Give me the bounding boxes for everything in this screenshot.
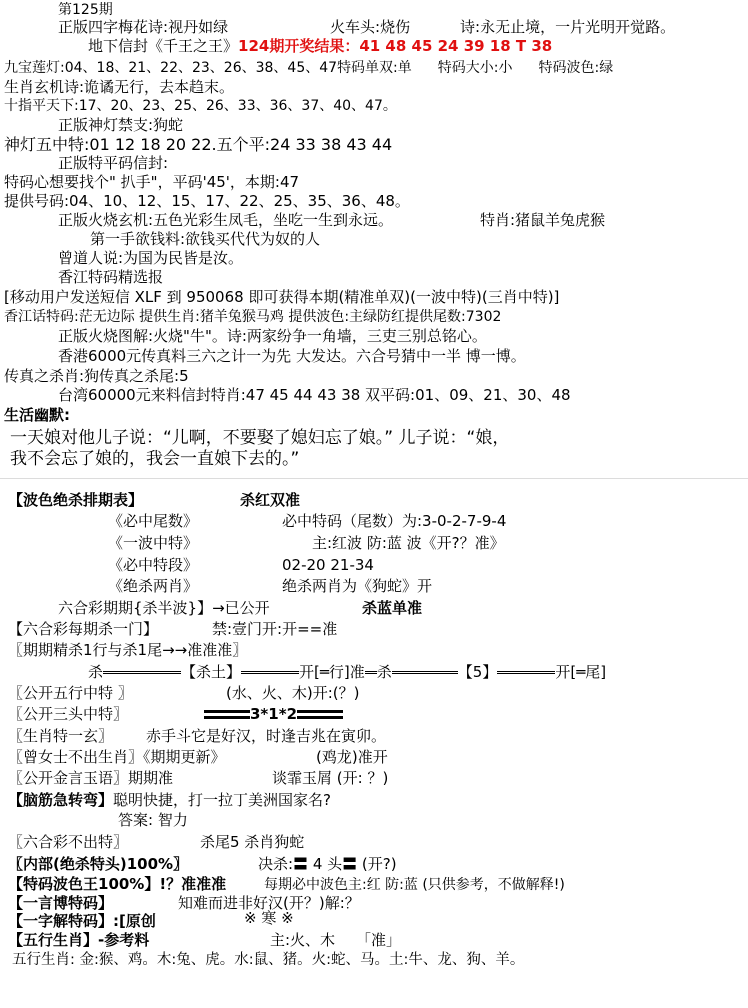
kill-five: 【5】 <box>457 663 498 681</box>
wave-king-label: 【特码波色王100%】!？准准准 <box>8 875 227 893</box>
xiao-mystery-value: 赤手斗它是好汉，时逢吉兆在寅卯。 <box>146 727 387 745</box>
rule-3 <box>365 671 377 674</box>
xiao-mystery-label: 〖生肖特一玄〗 <box>8 727 114 745</box>
wave-king-value: 每期必中波色主:红 防:蓝 (只供参考，不做解释!) <box>264 877 565 893</box>
golden-label: 〖公开金言玉语〗期期准 <box>8 769 174 787</box>
precise-kill: 〖期期精杀1行与杀1尾→→准准准〗 <box>8 641 248 659</box>
tw-60000: 台湾60000元来料信封特肖:47 45 44 43 38 双平码:01、09、21、30、48 <box>58 386 571 404</box>
kill-two-value: 绝杀两肖为《狗蛇》开 <box>282 577 433 595</box>
half-wave-kill: 杀蓝单准 <box>362 599 423 617</box>
odd-even: 特码单双:单 <box>337 60 412 76</box>
lantern-numbers: 04、18、21、22、23、26、38、45、47 <box>64 60 338 76</box>
train-value: 烧伤 <box>380 18 411 36</box>
train-head <box>330 19 410 36</box>
hk-talk: 香江话特码:茫无边际 提供生肖:猪羊兔猴马鸡 提供波色:主绿防红提供尾数:7302 <box>4 309 502 325</box>
inner-label: 〖内部(绝杀特头)100%〗 <box>8 855 189 873</box>
issue-number: 第125期 <box>58 2 113 18</box>
flat-code: 正版特平码信封: <box>58 154 169 172</box>
kill-b: 杀 <box>376 663 392 681</box>
inner-value: 决杀:〓 4 头〓 (开?) <box>258 855 397 873</box>
bar-right <box>297 710 343 719</box>
hk-select: 香江特码精选报 <box>58 268 164 286</box>
lady-label: 〖曾女士不出生肖〗《期期更新》 <box>8 748 226 766</box>
wave-color: 特码波色:绿 <box>538 60 614 76</box>
god-lamp: 神灯五中特:01 12 18 20 22.五个平:24 33 38 43 44 <box>4 135 393 154</box>
five-element-value: (水、火、木)开:(？) <box>226 684 360 702</box>
fire-mystery: 正版火烧玄机:五色光彩生凤毛，坐吃一生到永远。 <box>58 211 394 229</box>
rule-1 <box>103 671 181 674</box>
provided-numbers: 提供号码:04、10、12、15、17、22、25、35、36、48。 <box>4 192 410 210</box>
one-door-value: 禁:壹门开:开==准 <box>212 620 338 638</box>
ten-fingers: 十指平天下:17、20、23、25、26、33、36、37、40、47。 <box>4 98 397 114</box>
xiao-poem: 生肖玄机诗:诡谲无行，去本趋末。 <box>4 78 235 96</box>
first-hand: 第一手欲钱料:欲钱买代代为奴的人 <box>90 230 321 248</box>
poem <box>460 19 675 36</box>
three-head-label: 〖公开三头中特〗 <box>8 705 129 723</box>
one-char-label: 【一字解特码】:[原创 <box>8 912 156 930</box>
flower-poem-line <box>58 19 228 36</box>
wuxing-label: 【五行生肖】-参考料 <box>8 931 150 949</box>
size: 特码大小:小 <box>437 60 513 76</box>
fire-picture: 正版火烧图解:火烧"牛"。诗:两家纷争一角墙，三吏三别总铭心。 <box>58 327 487 345</box>
lantern-label: 九宝莲灯: <box>4 60 65 76</box>
kill-a: 杀 <box>88 663 104 681</box>
wuxing-list: 五行生肖: 金:猴、鸡。木:兔、虎。水:鼠、猪。火:蛇、马。土:牛、龙、狗、羊。 <box>12 952 525 968</box>
one-word-value: 知难而进非好汉(开？)解:？ <box>178 894 360 912</box>
fire-mystery-zodiac: 特肖:猪鼠羊兔虎猴 <box>480 211 606 229</box>
rule-4 <box>392 671 458 674</box>
golden-value: 谈霏玉屑 (开: ？) <box>272 769 389 787</box>
poem-label: 诗: <box>460 18 481 36</box>
riddle-answer: 答案: 智力 <box>118 811 188 829</box>
half-wave: 六合彩期期{杀半波}】→已公开 <box>58 599 270 617</box>
wave-table-kill: 杀红双准 <box>240 491 301 509</box>
rule-2 <box>241 671 299 674</box>
open-tail: 开[═尾] <box>555 663 607 681</box>
kill-two-label: 《绝杀两肖》 <box>108 577 199 595</box>
kill-earth: 【杀土】 <box>181 663 242 681</box>
no-out-value: 杀尾5 杀肖狗蛇 <box>200 833 305 851</box>
one-door-label: 【六合彩每期杀一门】 <box>8 620 159 638</box>
no-out-label: 〖六合彩不出特〗 <box>8 833 129 851</box>
heart-code: 特码心想要找个" 扒手"，平码'45'，本期:47 <box>4 173 300 191</box>
flower-poem-label: 正版四字梅花诗: <box>58 18 169 36</box>
three-head-code: 3*1*2 <box>250 705 297 723</box>
wave-row-value: 主:红波 防:蓝 波《开?？准》 <box>312 534 505 552</box>
riddle-question: 聪明快捷，打一拉丁美洲国家名? <box>113 791 331 809</box>
draw-result: 124期开奖结果：41 48 45 24 39 18 T 38 <box>238 37 553 55</box>
segment-row-value: 02-20 21-34 <box>282 556 374 574</box>
flower-poem-text: 视丹如绿 <box>168 18 229 36</box>
letter-label: 地下信封《千王之王》 <box>88 37 239 55</box>
hk-6000: 香港6000元传真料三六之计一为先 大发达。六合号猜中一半 博一博。 <box>58 347 526 365</box>
joke-line-2: 我不会忘了娘的，我会一直娘下去的。” <box>10 449 300 469</box>
sms-promo: [移动用户发送短信 XLF 到 950068 即可获得本期(精准单双)(一波中特)(三肖中特)] <box>4 288 560 306</box>
riddle-line <box>8 792 331 809</box>
poem-text: 永无止境，一片光明开觉路。 <box>480 18 676 36</box>
kill-line <box>88 664 606 681</box>
lantern-line <box>4 60 613 76</box>
tail-row-label: 《必中尾数》 <box>108 512 199 530</box>
rule-5 <box>497 671 555 674</box>
train-label: 火车头: <box>330 18 381 36</box>
taoist-said: 曾道人说:为国为民皆是汝。 <box>58 249 244 267</box>
bar-left <box>204 710 250 719</box>
tail-row-value: 必中特码（尾数）为:3-0-2-7-9-4 <box>282 512 507 530</box>
wave-table-title: 【波色绝杀排期表】 <box>8 491 144 509</box>
letter-line <box>88 38 552 55</box>
humor-label: 生活幽默: <box>4 406 70 424</box>
fax-kill: 传真之杀肖:狗传真之杀尾:5 <box>4 367 189 385</box>
wuxing-tail: 「准」 <box>356 931 402 949</box>
one-word-label: 【一言博特码】 <box>8 894 114 912</box>
segment-row-label: 《必中特段》 <box>108 556 199 574</box>
joke-line-1: 一天娘对他儿子说：“儿啊，不要娶了媳妇忘了娘。” 儿子说：“娘， <box>10 428 510 448</box>
lady-value: (鸡龙)准开 <box>316 748 388 766</box>
wuxing-value: 主:火、木 <box>270 931 336 949</box>
riddle-label: 【脑筋急转弯】 <box>8 791 114 809</box>
one-char-value: ※ 寒 ※ <box>244 909 294 927</box>
god-ban: 正版神灯禁支:狗蛇 <box>58 116 184 134</box>
three-head-value <box>204 706 343 723</box>
wave-row-label: 《一波中特》 <box>108 534 199 552</box>
divider <box>0 478 748 479</box>
open-line: 开[═行]准 <box>299 663 365 681</box>
five-element-label: 〖公开五行中特 〗 <box>8 684 133 702</box>
